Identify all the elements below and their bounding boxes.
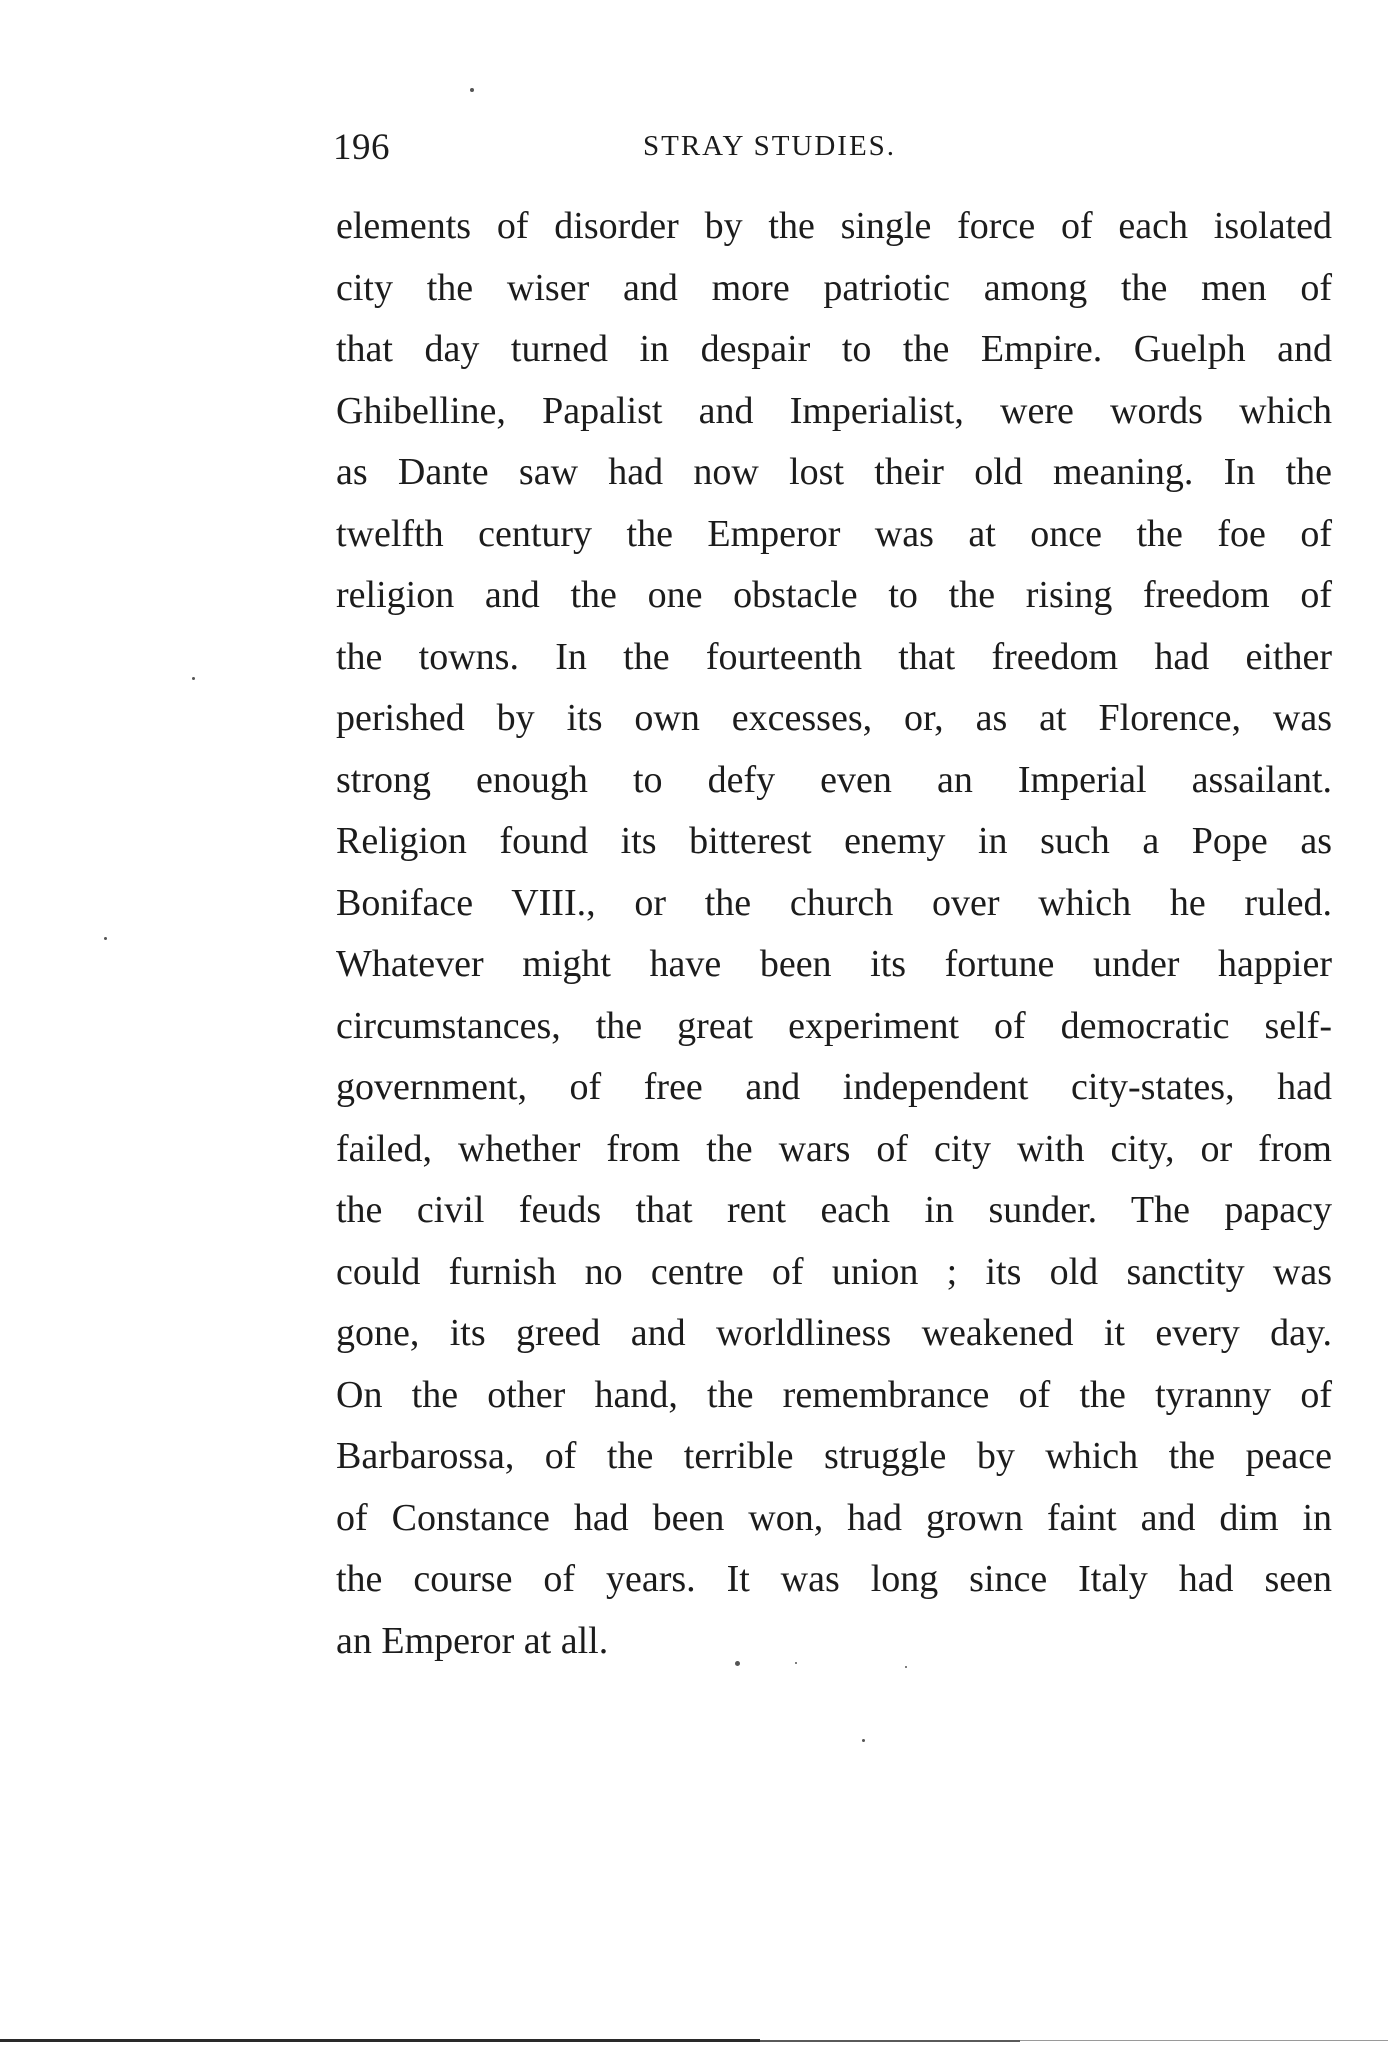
text-line: religion and the one obstacle to the rising freedom of [336,574,1332,616]
text-line: could furnish no centre of union ; its old sanctity was [336,1250,1332,1293]
text-line: the course of years. It was long since Italy had seen [336,1558,1332,1600]
running-head [333,126,1333,176]
text-line: government, of free and independent city-states, had [336,1066,1332,1108]
print-speck [470,88,474,92]
page-number: 196 [333,127,390,168]
text-line: perished by its own excesses, or, as at Florence, was [336,697,1332,739]
text-line: On the other hand, the remembrance of the tyranny of [336,1373,1332,1416]
text-line: Barbarossa, of the terrible struggle by which the peace [336,1435,1332,1477]
text-line: Boniface VIII., or the church over which he ruled. [336,881,1332,924]
print-speck [192,677,195,680]
text-line-last: an Emperor at all. [336,1619,609,1662]
text-line: city the wiser and more patriotic among the men of [336,266,1332,309]
text-line: circumstances, the great experiment of democratic self- [336,1004,1332,1047]
text-line: the towns. In the fourteenth that freedom had either [336,635,1332,678]
text-line: twelfth century the Emperor was at once the foe of [336,512,1332,555]
text-line: that day turned in despair to the Empire. Guelph and [336,328,1332,370]
text-line: Whatever might have been its fortune under happier [336,943,1332,985]
page-edge-rule [0,2036,1388,2046]
text-line: gone, its greed and worldliness weakened it every day. [336,1312,1332,1354]
text-line: failed, whether from the wars of city with city, or from [336,1127,1332,1170]
text-line: elements of disorder by the single force of each isolated [336,205,1332,247]
text-line: of Constance had been won, had grown faint and dim in [336,1496,1332,1539]
body-paragraph [336,196,1332,1672]
text-line: strong enough to defy even an Imperial assailant. [336,758,1332,801]
print-speck [735,1661,740,1666]
print-speck [795,1662,797,1664]
text-line: Religion found its bitterest enemy in such a Pope as [336,820,1332,862]
print-speck [104,937,107,940]
print-speck [862,1739,865,1742]
print-speck [905,1666,907,1668]
text-line: as Dante saw had now lost their old meaning. In the [336,451,1332,493]
text-line: Ghibelline, Papalist and Imperialist, were words which [336,389,1332,432]
running-title: STRAY STUDIES. [643,130,897,162]
text-line: the civil feuds that rent each in sunder. The papacy [336,1189,1332,1231]
